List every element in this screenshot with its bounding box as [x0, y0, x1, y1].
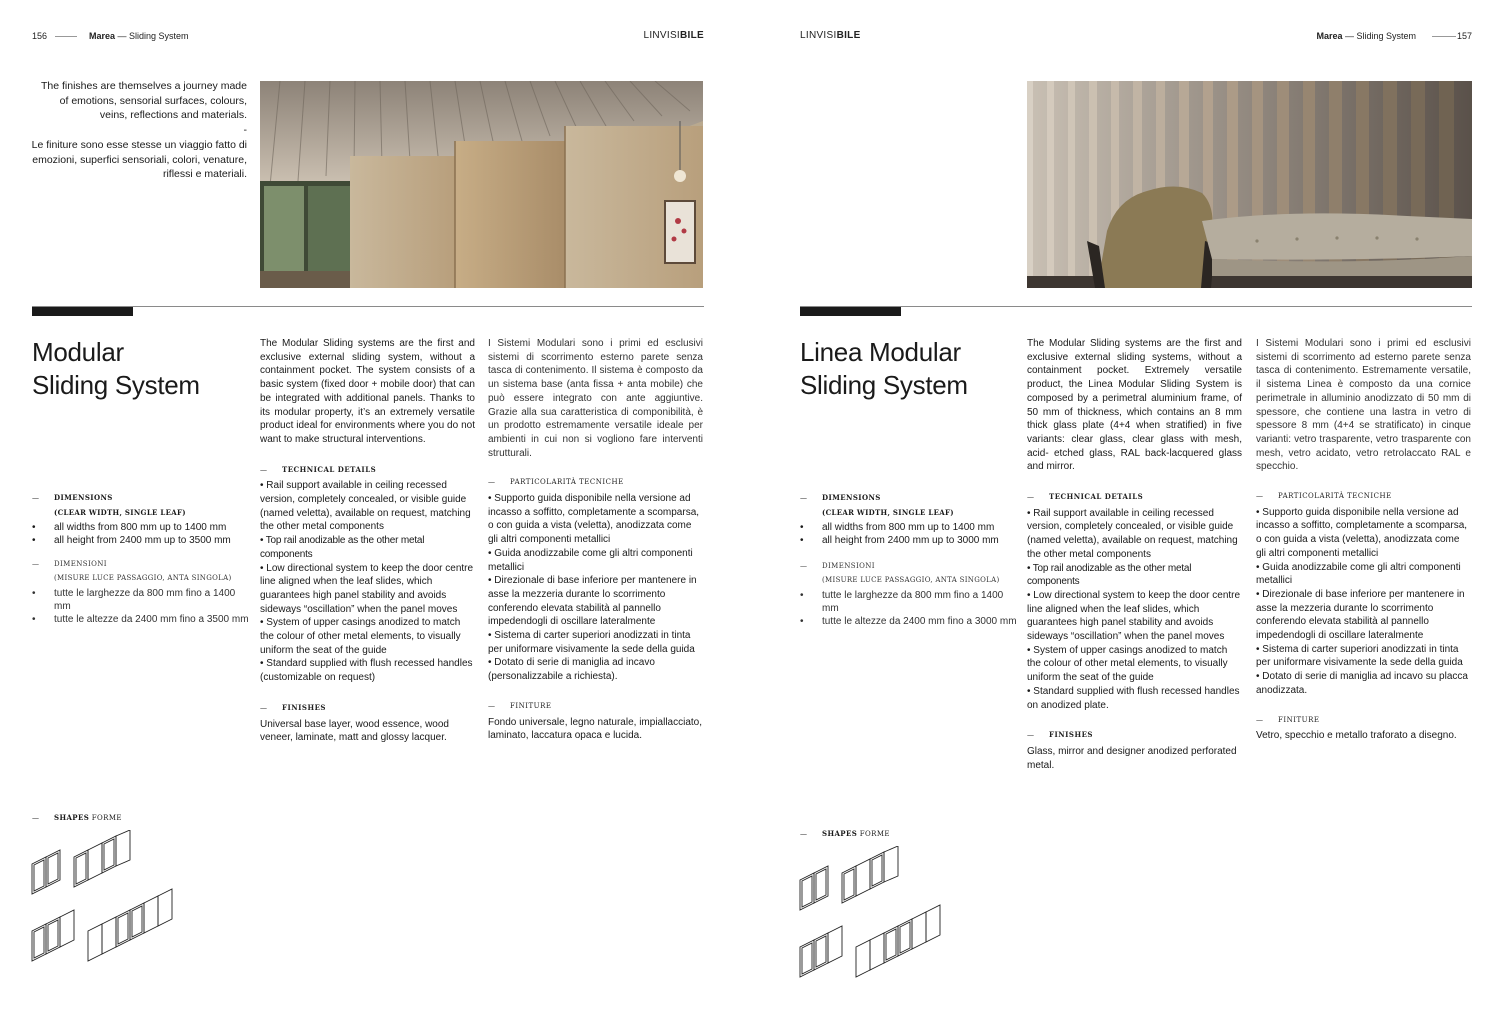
header-section: — Sliding System	[1342, 31, 1416, 41]
intro-italian: I Sistemi Modulari sono i primi ed esclusivi sistemi di scorrimento esterno parete senza tasca di contenimento. Il sistema è composto da un sistema base (anta fissa + anta mobile) che può essere integrato con ante aggiuntive. Grazie alla sua caratteristica di componibilità, è un prodotto estremamente versatile ideale per ambienti in cui non si vogliono fare interventi strutturali.	[488, 338, 703, 459]
header-collection: Marea	[89, 31, 116, 41]
dimensioni-subheading: (MISURE LUCE PASSAGGIO, ANTA SINGOLA)	[822, 576, 1000, 584]
title-line-1: Linea Modular	[800, 337, 961, 367]
tech-item-it: • Direzionale di base inferiore per mantenere in asse la mezzeria durante lo scorrimento conferendo elevata stabilità al pannello impedendogli di oscillare lateralmente	[1256, 588, 1465, 642]
dimensions-heading: — DIMENSIONS	[32, 493, 113, 502]
tech-item: • System of upper casings anodized to match the colour of other metal elements, to visually uniform the seat of the guide	[260, 617, 461, 656]
tech-item-it: • Dotato di serie di maniglia ad incavo su placca anodizzata.	[1256, 671, 1468, 696]
title-line-2: Sliding System	[800, 370, 968, 400]
tech-item-it: • Guida anodizzabile come gli altri componenti metallici	[488, 547, 693, 573]
shape-two-panel-b	[800, 926, 842, 977]
tech-item: • Low directional system to keep the door centre line aligned when the leaf slides, which guarantees high panel stability and avoids sideways “oscillation” when the panel moves	[260, 562, 474, 615]
tech-item: • Top rail anodizable as the other metal components	[260, 535, 425, 560]
dimension-item: • all widths from 800 mm up to 1400 mm	[32, 521, 252, 534]
tech-item: • Standard supplied with flush recessed handles on anodized plate.	[1027, 685, 1240, 711]
tech-item-it: • Supporto guida disponibile nella versione ad incasso a soffitto, completamente a scomparsa, o con guida a vista (veletta), anodizzata come gli altri componenti metallici	[1256, 506, 1468, 559]
page-number: 157	[1456, 31, 1472, 41]
shape-six-panel	[88, 889, 172, 961]
shape-four-panel	[842, 846, 898, 903]
pull-quote	[30, 79, 247, 182]
tech-item: • Standard supplied with flush recessed handles (customizable on request)	[260, 658, 473, 684]
quote-italian: Le finiture sono esse stesse un viaggio fatto di emozioni, superfici sensoriali, colori, venature, riflessi e materiali.	[31, 138, 247, 181]
quote-english: The finishes are themselves a journey made of emotions, sensorial surfaces, colours, veins, reflections and materials.	[40, 80, 247, 122]
dimension-item: • all height from 2400 mm up to 3000 mm	[800, 534, 1020, 547]
shapes-diagram	[798, 846, 948, 981]
finiture-heading: — FINITURE	[488, 701, 552, 710]
technical-details-heading: — TECHNICAL DETAILS	[1027, 492, 1144, 502]
running-header	[1316, 31, 1416, 41]
shape-two-panel	[32, 850, 60, 894]
brand-light: LINVISI	[800, 30, 837, 41]
shape-two-panel-b	[32, 910, 74, 961]
title-line-1: Modular	[32, 337, 124, 367]
technical-details-heading: — TECHNICAL DETAILS	[260, 464, 377, 474]
page-number: 156	[32, 31, 48, 41]
dimensioni-heading: — DIMENSIONI	[800, 562, 875, 570]
dimensione-item: • tutte le altezze da 2400 mm fino a 3000 mm	[800, 615, 1020, 628]
tech-item: • Low directional system to keep the door centre line aligned when the leaf slides, which guarantees high panel stability and avoids sideways “oscillation” when the panel moves	[1027, 589, 1241, 643]
product-title	[32, 336, 200, 402]
dimensione-item: • tutte le larghezze da 800 mm fino a 1400 mm	[800, 589, 1020, 615]
dimensions-italian	[800, 560, 1020, 628]
particolarita-heading: — PARTICOLARITÀ TECNICHE	[488, 478, 624, 487]
dimensions-subheading: (CLEAR WIDTH, SINGLE LEAF)	[822, 508, 954, 517]
tech-item-it: • Direzionale di base inferiore per mantenere in asse la mezzeria durante lo scorrimento conferendo elevata stabilità al pannello impedendogli di oscillare lateralmente	[488, 575, 697, 628]
finishes-text: Glass, mirror and designer anodized perforated metal.	[1027, 745, 1237, 771]
shape-four-panel	[74, 830, 130, 887]
tech-item: • System of upper casings anodized to match the colour of other metal elements, to visually uniform the seat of the guide	[1027, 644, 1228, 684]
shapes-heading: — SHAPES FORME	[800, 829, 890, 838]
intro-english: The Modular Sliding systems are the first and exclusive external sliding system, without a containment pocket. The system consists of a basic system (fixed door + mobile door) that can be integrated with additional panels. Thanks to its modular property, it’s an extremely versatile product ideal for environments where you do not want to make structural interventions.	[260, 338, 475, 445]
dimensione-item: • tutte le larghezze da 800 mm fino a 1400 mm	[32, 587, 252, 613]
tech-item-it: • Dotato di serie di maniglia ad incavo (personalizzabile a richiesta).	[488, 657, 655, 683]
shape-six-panel	[856, 905, 940, 977]
tech-item-it: • Sistema di carter superiori anodizzati in tinta per uniformare visivamente la sede della guida	[1256, 643, 1463, 669]
tech-item: • Rail support available in ceiling recessed version, completely concealed, or visible guide (named veletta), available on request, matching the other metal components	[260, 480, 471, 533]
dimensions-subheading: (CLEAR WIDTH, SINGLE LEAF)	[54, 508, 186, 517]
header-collection: Marea	[1316, 31, 1343, 41]
brand-logo	[800, 30, 861, 41]
title-line-2: Sliding System	[32, 370, 200, 400]
header-rule	[55, 36, 77, 37]
finiture-text: Vetro, specchio e metallo traforato a disegno.	[1256, 730, 1457, 742]
section-divider-accent	[32, 307, 133, 316]
dimension-item: • all widths from 800 mm up to 1400 mm	[800, 521, 1020, 534]
tech-item: • Top rail anodizable as the other metal components	[1027, 562, 1192, 588]
dimensioni-subheading: (MISURE LUCE PASSAGGIO, ANTA SINGOLA)	[54, 574, 232, 582]
product-title	[800, 336, 968, 402]
dimensione-item: • tutte le altezze da 2400 mm fino a 3500 mm	[32, 613, 252, 626]
dimensions-heading: — DIMENSIONS	[800, 493, 881, 502]
brand-bold: BILE	[680, 30, 704, 41]
shapes-diagram	[30, 830, 180, 965]
english-column	[1027, 337, 1242, 772]
italian-column	[1256, 337, 1471, 743]
intro-italian: I Sistemi Modulari sono i primi ed esclusivi sistemi di scorrimento ad esterno parete senza tasca di contenimento. Estremamente versatile, il sistema Linea è composto da una cornice perimetrale in alluminio anodizzato di 50 mm di spessore, che contiene una lastra in vetro di spessore 8 mm (4+4 se stratificato) in cinque varianti: vetro trasparente, vetro trasparente con mesh, vetro acidato, vetro retrolaccato RAL e specchio.	[1256, 338, 1471, 473]
product-photo	[260, 81, 703, 288]
wood-doors-interior-image	[260, 81, 703, 288]
dimensions-italian	[32, 558, 252, 626]
right-page	[752, 0, 1504, 1033]
tech-item-it: • Guida anodizzabile come gli altri componenti metallici	[1256, 561, 1461, 587]
shapes-heading: — SHAPES FORME	[32, 813, 122, 822]
section-divider-accent	[800, 307, 901, 316]
slatted-wall-armchair-image	[1027, 81, 1472, 288]
dimensions-english	[800, 491, 1020, 547]
italian-column	[488, 337, 703, 743]
finiture-heading: — FINITURE	[1256, 715, 1320, 724]
quote-separator: -	[243, 124, 247, 137]
finishes-text: Universal base layer, wood essence, wood veneer, laminate, matt and glossy lacquer.	[260, 718, 449, 744]
dimensions-english	[32, 491, 252, 547]
product-photo	[1027, 81, 1472, 288]
brand-logo	[643, 30, 704, 41]
intro-english: The Modular Sliding systems are the first and exclusive external sliding systems, without a containment pocket. Extremely versatile product, the Linea Modular Sliding System is composed by a perimetral aluminium frame, of 50 mm of thickness, which contains an 8 mm thick glass plate (4+4 when stratified) in five variants: clear glass, clear glass with mesh, acid- etched glass, RAL back-lacquered glass and mirror.	[1027, 338, 1242, 473]
brand-bold: BILE	[836, 30, 861, 41]
english-column	[260, 337, 475, 745]
dimension-item: • all height from 2400 mm up to 3500 mm	[32, 534, 252, 547]
header-section: — Sliding System	[115, 31, 189, 41]
header-rule	[1432, 36, 1456, 37]
finishes-heading: — FINISHES	[260, 702, 326, 712]
tech-item: • Rail support available in ceiling recessed version, completely concealed, or visible guide (named veletta), available on request, matching the other metal components	[1027, 507, 1238, 560]
tech-item-it: • Supporto guida disponibile nella versione ad incasso a soffitto, completamente a scomparsa, o con guida a vista (veletta), anodizzata come gli altri componenti metallici	[488, 493, 700, 546]
finiture-text: Fondo universale, legno naturale, impiallacciato, laminato, laccatura opaca e lucida.	[488, 716, 703, 742]
running-header	[89, 31, 189, 41]
brand-light: LINVISI	[643, 30, 681, 41]
finishes-heading: — FINISHES	[1027, 730, 1093, 740]
dimensioni-heading: — DIMENSIONI	[32, 560, 107, 568]
shape-two-panel	[800, 866, 828, 910]
particolarita-heading: — PARTICOLARITÀ TECNICHE	[1256, 492, 1392, 501]
tech-item-it: • Sistema di carter superiori anodizzati in tinta per uniformare visivamente la sede della guida	[488, 630, 695, 655]
